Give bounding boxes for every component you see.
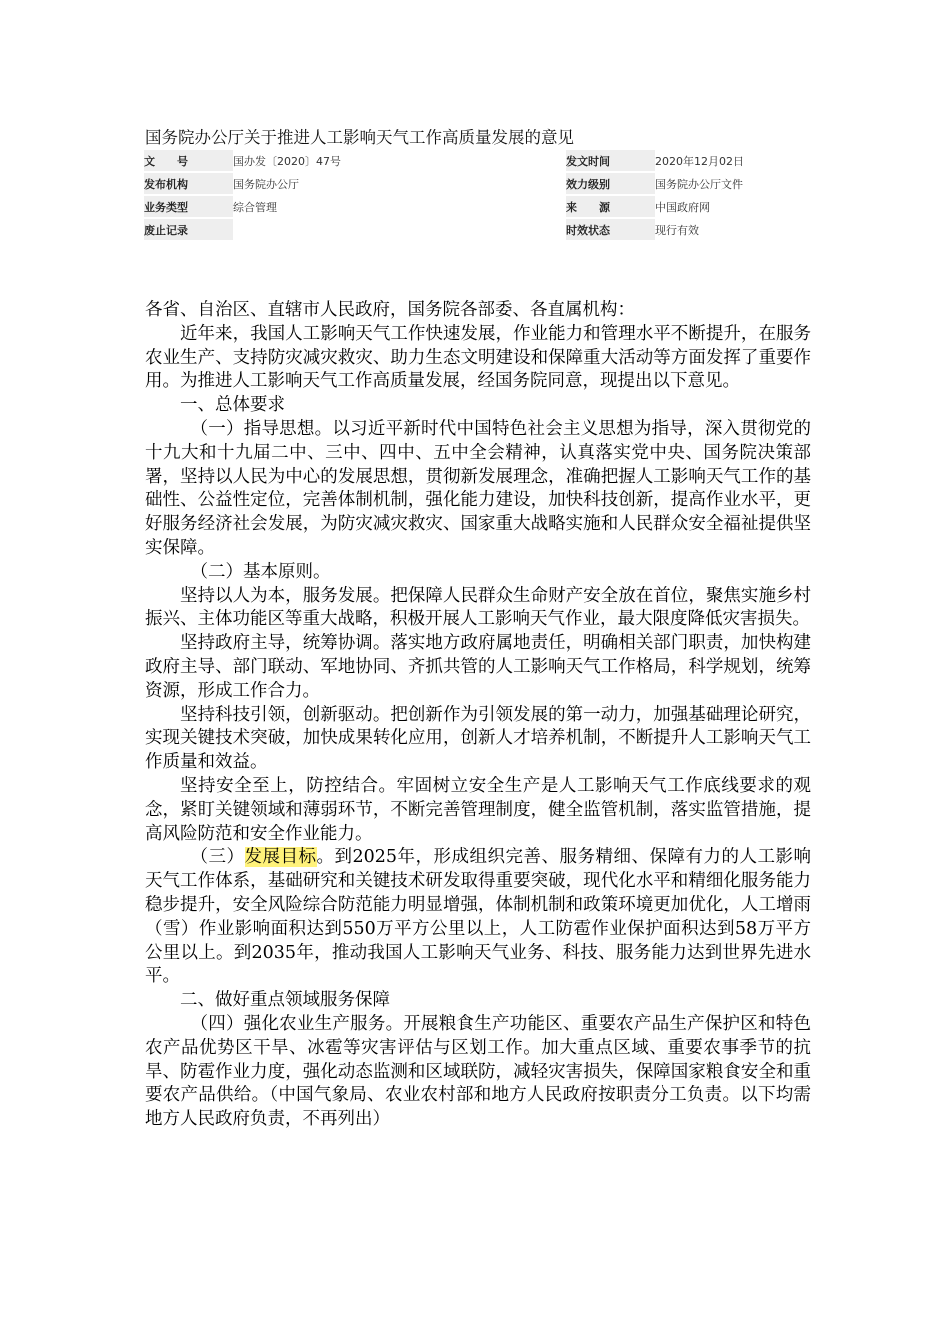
salutation: 各省、自治区、直辖市人民政府，国务院各部委、各直属机构： — [145, 300, 635, 320]
meta-label: 文 号 — [144, 150, 233, 171]
metadata-table — [144, 148, 806, 242]
section-heading-2: 二、做好重点领域服务保障 — [180, 990, 390, 1011]
meta-label: 业务类型 — [144, 196, 233, 217]
meta-value — [233, 219, 566, 240]
meta-value: 2020年12月02日 — [655, 154, 744, 168]
principle-people-first: 坚持以人为本，服务发展。把保障人民群众生命财产安全放在首位，聚焦实施乡村振兴、主体功能区等重大战略，积极开展人工影响天气作业，最大限度降低灾害损失。 — [145, 585, 811, 630]
section-heading-1: 一、总体要求 — [180, 395, 285, 416]
principle-tech-driven: 坚持科技引领，创新驱动。把创新作为引领发展的第一动力，加强基础理论研究，实现关键技术突破，加快成果转化应用，创新人才培养机制，不断提升人工影响天气工作质量和效益。 — [145, 704, 811, 773]
paragraph-development-goals — [145, 846, 811, 989]
meta-value: 国办发〔2020〕47号 — [233, 154, 341, 168]
metadata-row — [144, 150, 806, 171]
intro-paragraph: 近年来，我国人工影响天气工作快速发展，作业能力和管理水平不断提升，在服务农业生产、支持防灾减灾救灾、助力生态文明建设和保障重大活动等方面发挥了重要作用。为推进人工影响天气工作高质量发展，经国务院同意，现提出以下意见。 — [145, 323, 811, 392]
metadata-row — [144, 196, 806, 217]
goals-text: 。到2025年，形成组织完善、服务精细、保障有力的人工影响天气工作体系，基础研究和关键技术研发取得重要突破，现代化水平和精细化服务能力稳步提升，安全风险综合防范能力明显增强，体制机制和政策环境更加优化，人工增雨（雪）作业影响面积达到550万平方公里以上，人工防雹作业保护面积达到58万平方公里以上。到2035年，推动我国人工影响天气业务、科技、服务能力达到世界先进水平。 — [145, 847, 811, 987]
principle-safety-first: 坚持安全至上，防控结合。牢固树立安全生产是人工影响天气工作底线要求的观念，紧盯关键领域和薄弱环节，不断完善管理制度，健全监管机制，落实监管措施，提高风险防范和安全作业能力。 — [145, 775, 811, 844]
meta-label: 效力级别 — [566, 173, 655, 194]
meta-label: 废止记录 — [144, 219, 233, 240]
document-body — [145, 299, 811, 1132]
principle-government-led: 坚持政府主导，统筹协调。落实地方政府属地责任，明确相关部门职责，加快构建政府主导、部门联动、军地协同、齐抓共管的人工影响天气工作格局，科学规划，统筹资源，形成工作合力。 — [145, 633, 811, 701]
metadata-row — [144, 219, 806, 240]
meta-label: 时效状态 — [566, 219, 655, 240]
goals-prefix: （三） — [190, 847, 245, 868]
meta-value: 国务院办公厅 — [233, 177, 299, 191]
paragraph-basic-principles: （二）基本原则。 — [190, 561, 331, 582]
paragraph-agriculture-service: （四）强化农业生产服务。开展粮食生产功能区、重要农产品生产保护区和特色农产品优势区干旱、冰雹等灾害评估与区划工作。加大重点区域、重要农事季节的抗旱、防雹作业力度，强化动态监测和区域联防，减轻灾害损失，保障国家粮食安全和重要农产品供给。（中国气象局、农业农村部和地方人民政府按职责分工负责。以下均需地方人民政府负责，不再列出） — [145, 1013, 811, 1130]
meta-label: 来 源 — [566, 196, 655, 217]
document-title: 国务院办公厅关于推进人工影响天气工作高质量发展的意见 — [145, 128, 574, 147]
paragraph-guiding-ideology: （一）指导思想。以习近平新时代中国特色社会主义思想为指导，深入贯彻党的十九大和十九届二中、三中、四中、五中全会精神，认真落实党中央、国务院决策部署，坚持以人民为中心的发展思想，贯彻新发展理念，准确把握人工影响天气工作的基础性、公益性定位，完善体制机制，强化能力建设，加快科技创新，提高作业水平，更好服务经济社会发展，为防灾减灾救灾、国家重大战略实施和人民群众安全福祉提供坚实保障。 — [145, 418, 811, 558]
meta-value: 国务院办公厅文件 — [655, 177, 743, 191]
meta-value: 综合管理 — [233, 200, 277, 214]
meta-label: 发文时间 — [566, 150, 655, 171]
meta-value: 中国政府网 — [655, 200, 710, 214]
meta-label: 发布机构 — [144, 173, 233, 194]
metadata-row — [144, 173, 806, 194]
highlighted-text: 发展目标 — [244, 847, 317, 868]
meta-value: 现行有效 — [655, 223, 699, 237]
